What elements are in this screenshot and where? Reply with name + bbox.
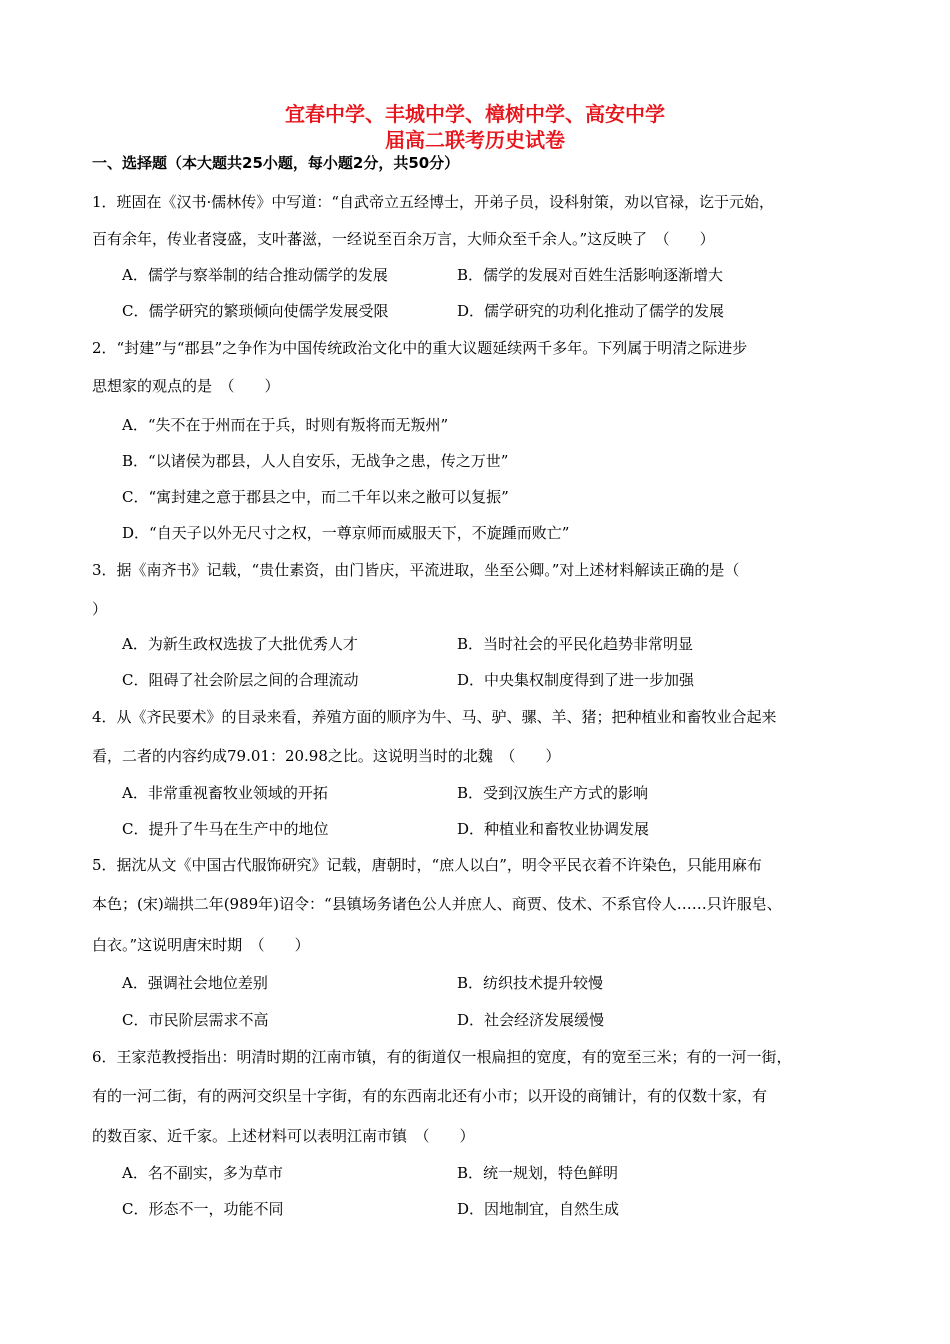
question-1-option-d: D．儒学研究的功利化推动了儒学的发展 bbox=[457, 302, 725, 320]
question-5-option-d: D．社会经济发展缓慢 bbox=[457, 1011, 605, 1029]
question-6-option-d: D．因地制宜，自然生成 bbox=[457, 1200, 620, 1218]
question-2-line-1: 2．“封建”与“郡县”之争作为中国传统政治文化中的重大议题延续两千多年。下列属于明清之际进步 bbox=[92, 339, 748, 357]
question-3-option-c: C．阻碍了社会阶层之间的合理流动 bbox=[122, 671, 359, 689]
question-5-line-1: 5．据沈从文《中国古代服饰研究》记载，唐朝时，“庶人以白”，明令平民衣着不许染色，只能用麻布 bbox=[92, 856, 762, 874]
question-1-option-a: A．儒学与察举制的结合推动儒学的发展 bbox=[122, 266, 388, 284]
question-5-line-3: 白衣。”这说明唐宋时期 （ ） bbox=[92, 936, 310, 954]
question-2-option-c: C．“寓封建之意于郡县之中，而二千年以来之敝可以复振” bbox=[122, 488, 509, 506]
question-3-option-b: B．当时社会的平民化趋势非常明显 bbox=[457, 635, 694, 653]
question-4-option-c: C．提升了牛马在生产中的地位 bbox=[122, 820, 329, 838]
question-3-option-a: A．为新生政权选拔了大批优秀人才 bbox=[122, 635, 358, 653]
question-2-line-2: 思想家的观点的是 （ ） bbox=[92, 377, 280, 395]
question-3-option-d: D．中央集权制度得到了进一步加强 bbox=[457, 671, 695, 689]
question-6-option-b: B．统一规划，特色鲜明 bbox=[457, 1164, 619, 1182]
question-6-option-c: C．形态不一，功能不同 bbox=[122, 1200, 284, 1218]
question-1-option-c: C．儒学研究的繁琐倾向使儒学发展受限 bbox=[122, 302, 389, 320]
question-5-option-c: C．市民阶层需求不高 bbox=[122, 1011, 269, 1029]
question-5-option-b: B．纺织技术提升较慢 bbox=[457, 974, 604, 992]
question-2-option-d: D．“自天子以外无尺寸之权，一尊京师而威服天下，不旋踵而败亡” bbox=[122, 524, 570, 542]
question-4-option-d: D．种植业和畜牧业协调发展 bbox=[457, 820, 650, 838]
question-2-option-b: B．“以诸侯为郡县，人人自安乐，无战争之患，传之万世” bbox=[122, 452, 509, 470]
question-2-option-a: A．“失不在于州而在于兵，时则有叛将而无叛州” bbox=[122, 416, 449, 434]
exam-title-line2: 届高二联考历史试卷 bbox=[385, 128, 565, 152]
question-1-line-2: 百有余年，传业者寖盛，支叶蕃滋，一经说至百余万言，大师众至千余人。”这反映了 （ ） bbox=[92, 230, 715, 248]
section-heading: 一、选择题（本大题共25小题，每小题2分，共50分） bbox=[92, 154, 460, 172]
question-1-line-1: 1．班固在《汉书·儒林传》中写道：“自武帝立五经博士，开弟子员，设科射策，劝以官禄，讫于元始， bbox=[92, 193, 774, 211]
question-6-line-3: 的数百家、近千家。上述材料可以表明江南市镇 （ ） bbox=[92, 1127, 475, 1145]
question-4-line-2: 看，二者的内容约成79.01：20.98之比。这说明当时的北魏 （ ） bbox=[92, 747, 561, 765]
question-3-line-2: ） bbox=[92, 600, 108, 618]
exam-title-line1: 宜春中学、丰城中学、樟树中学、高安中学 bbox=[285, 102, 665, 126]
question-4-line-1: 4．从《齐民要术》的目录来看，养殖方面的顺序为牛、马、驴、骡、羊、猪；把种植业和畜牧业合起来 bbox=[92, 708, 777, 726]
question-4-option-b: B．受到汉族生产方式的影响 bbox=[457, 784, 649, 802]
question-6-line-1: 6．王家范教授指出：明清时期的江南市镇，有的街道仅一根扁担的宽度，有的宽至三米；有的一河一街， bbox=[92, 1048, 792, 1066]
question-6-option-a: A．名不副实，多为草市 bbox=[122, 1164, 283, 1182]
question-5-option-a: A．强调社会地位差别 bbox=[122, 974, 268, 992]
question-3-line-1: 3．据《南齐书》记载，“贵仕素资，由门皆庆，平流进取，坐至公卿。”对上述材料解读正确的是（ bbox=[92, 561, 740, 579]
question-5-line-2: 本色；(宋)端拱二年(989年)诏令：“县镇场务诸色公人并庶人、商贾、伎术、不系官伶人……只许服皂、 bbox=[92, 895, 782, 913]
question-6-line-2: 有的一河二街，有的两河交织呈十字街，有的东西南北还有小市；以开设的商铺计，有的仅数十家，有 bbox=[92, 1087, 768, 1105]
question-4-option-a: A．非常重视畜牧业领域的开拓 bbox=[122, 784, 328, 802]
question-1-option-b: B．儒学的发展对百姓生活影响逐渐增大 bbox=[457, 266, 724, 284]
